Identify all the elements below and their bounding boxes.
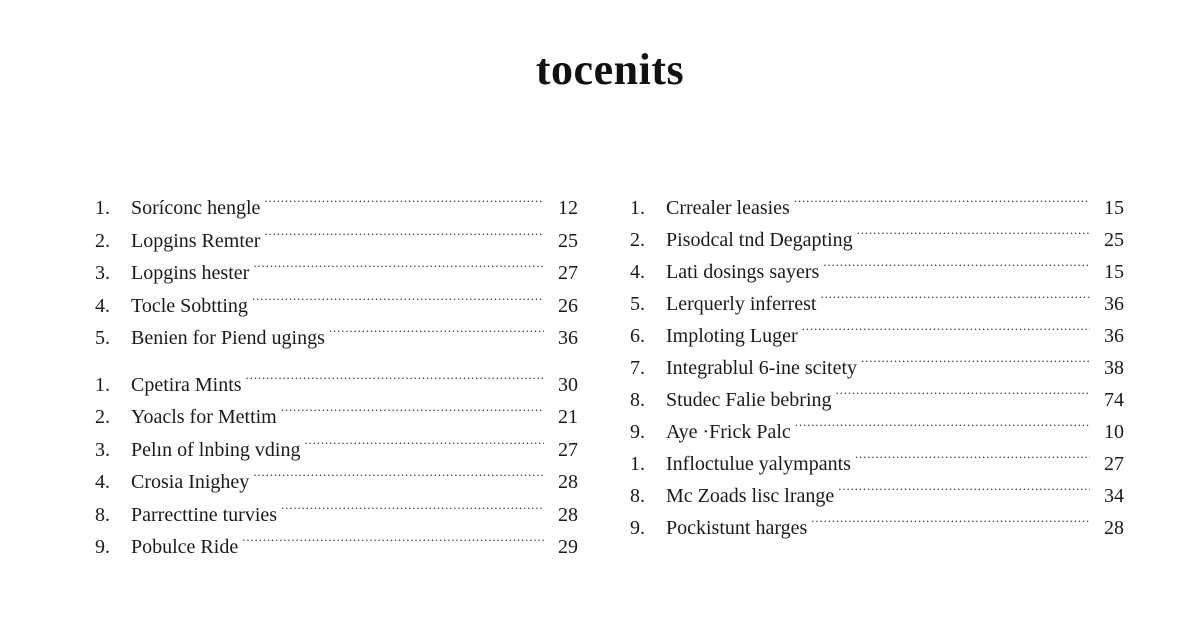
entry-page-number: 74: [1104, 389, 1124, 411]
entry-number: 8.: [630, 485, 645, 507]
dot-leader: [836, 386, 1090, 406]
entry-page-number: 38: [1104, 357, 1124, 379]
toc-entry[interactable]: [630, 448, 1124, 480]
dot-leader: [281, 501, 544, 521]
entry-page-number: 34: [1104, 485, 1124, 507]
entry-number: 9.: [630, 421, 645, 443]
entry-number: 8.: [95, 503, 110, 526]
entry-number: 4.: [95, 471, 110, 493]
entry-title: Cpetira Mints: [131, 373, 242, 396]
dot-leader: [264, 227, 544, 247]
entry-number: 5.: [95, 327, 110, 349]
entry-title: Soríconc hengle: [131, 197, 261, 219]
dot-leader: [857, 226, 1090, 246]
toc-entry[interactable]: [630, 384, 1124, 416]
entry-page-number: 36: [1104, 325, 1124, 347]
entry-number: 8.: [630, 389, 645, 411]
toc-entry[interactable]: [95, 401, 578, 434]
entry-title: Benien for Piend ugings: [131, 327, 325, 349]
entry-title: Imploting Luger: [666, 325, 798, 347]
toc-entry[interactable]: [630, 288, 1124, 320]
entry-page-number: 10: [1104, 421, 1124, 443]
toc-entry[interactable]: [95, 322, 578, 355]
dot-leader: [823, 258, 1090, 278]
entry-title: Yoacls for Mettim: [131, 406, 277, 428]
entry-title: Pobulce Ride: [131, 536, 239, 558]
entry-title: Pelın of lnbing vding: [131, 438, 301, 461]
dot-leader: [802, 322, 1090, 342]
dot-leader: [838, 482, 1090, 502]
entry-number: 7.: [630, 357, 645, 379]
entry-page-number: 25: [1104, 229, 1124, 251]
toc-entry[interactable]: [95, 257, 578, 290]
entry-title: Pockistunt harges: [666, 517, 808, 539]
toc-entry[interactable]: [630, 352, 1124, 384]
toc-entry[interactable]: [95, 434, 578, 467]
dot-leader: [304, 436, 544, 456]
entry-page-number: 15: [1104, 261, 1124, 283]
entry-page-number: 29: [558, 536, 578, 558]
entry-page-number: 36: [558, 327, 578, 349]
toc-entry[interactable]: [630, 320, 1124, 352]
entry-title: Infloctulue yalympants: [666, 453, 851, 475]
entry-title: Studec Falie bebring: [666, 389, 832, 411]
entry-title: Lati dosings sayers: [666, 261, 820, 283]
entry-number: 1.: [630, 453, 645, 475]
dot-leader: [242, 533, 544, 553]
dot-leader: [855, 450, 1090, 470]
entry-title: Crosia Inighey: [131, 471, 250, 493]
entry-page-number: 27: [558, 262, 578, 284]
entry-page-number: 15: [1104, 197, 1124, 219]
toc-right-column: [630, 192, 1124, 544]
entry-page-number: 26: [558, 294, 578, 317]
entry-number: 1.: [95, 373, 110, 396]
toc-entry[interactable]: [630, 512, 1124, 544]
entry-title: Parrecttine turvies: [131, 503, 278, 526]
toc-group: [95, 192, 578, 355]
entry-page-number: 36: [1104, 293, 1124, 315]
toc-entry[interactable]: [95, 192, 578, 225]
entry-number: 3.: [95, 438, 110, 461]
entry-page-number: 30: [558, 373, 578, 396]
entry-page-number: 28: [1104, 517, 1124, 539]
entry-title: Pisodcal tnd Degapting: [666, 229, 853, 251]
dot-leader: [252, 292, 544, 312]
dot-leader: [264, 194, 544, 214]
entry-number: 9.: [630, 517, 645, 539]
toc-entry[interactable]: [630, 416, 1124, 448]
entry-number: 5.: [630, 293, 645, 315]
toc-entry[interactable]: [630, 192, 1124, 224]
toc-entry[interactable]: [95, 290, 578, 323]
toc-entry[interactable]: [95, 499, 578, 532]
toc-entry[interactable]: [95, 369, 578, 402]
toc-group: [95, 369, 578, 564]
entry-number: 4.: [95, 294, 110, 317]
entry-number: 1.: [95, 197, 110, 219]
entry-title: Lerquerly inferrest: [666, 293, 817, 315]
entry-number: 1.: [630, 197, 645, 219]
dot-leader: [253, 259, 544, 279]
dot-leader: [281, 403, 544, 423]
entry-title: Mc Zoads lisc lrange: [666, 485, 835, 507]
dot-leader: [253, 468, 544, 488]
toc-entry[interactable]: [95, 466, 578, 499]
entry-number: 2.: [95, 406, 110, 428]
dot-leader: [861, 354, 1090, 374]
dot-leader: [795, 418, 1090, 438]
page-title: tocenits: [535, 45, 685, 94]
entry-number: 9.: [95, 536, 110, 558]
entry-page-number: 27: [1104, 453, 1124, 475]
entry-number: 4.: [630, 261, 645, 283]
dot-leader: [329, 324, 544, 344]
entry-page-number: 21: [558, 406, 578, 428]
dot-leader: [246, 371, 544, 391]
entry-number: 3.: [95, 262, 110, 284]
toc-left-column: [95, 192, 578, 578]
entry-title: Integrablul 6-ine scitety: [666, 357, 858, 379]
dot-leader: [820, 290, 1090, 310]
toc-entry[interactable]: [95, 531, 578, 564]
dot-leader: [794, 194, 1090, 214]
entry-page-number: 12: [558, 197, 578, 219]
entry-number: 6.: [630, 325, 645, 347]
entry-title: Lopgins Remter: [131, 229, 261, 252]
toc-entry[interactable]: [630, 224, 1124, 256]
entry-page-number: 27: [558, 438, 578, 461]
entry-page-number: 28: [558, 503, 578, 526]
toc-entry[interactable]: [630, 480, 1124, 512]
entry-number: 2.: [630, 229, 645, 251]
entry-page-number: 28: [558, 471, 578, 493]
entry-title: Aye ·Frick Palc: [666, 421, 791, 443]
entry-title: Crrealer leasies: [666, 197, 790, 219]
toc-entry[interactable]: [95, 225, 578, 258]
toc-entry[interactable]: [630, 256, 1124, 288]
entry-number: 2.: [95, 229, 110, 252]
entry-title: Lopgins hester: [131, 262, 250, 284]
dot-leader: [811, 514, 1090, 534]
entry-page-number: 25: [558, 229, 578, 252]
entry-title: Tocle Sobtting: [131, 294, 248, 317]
